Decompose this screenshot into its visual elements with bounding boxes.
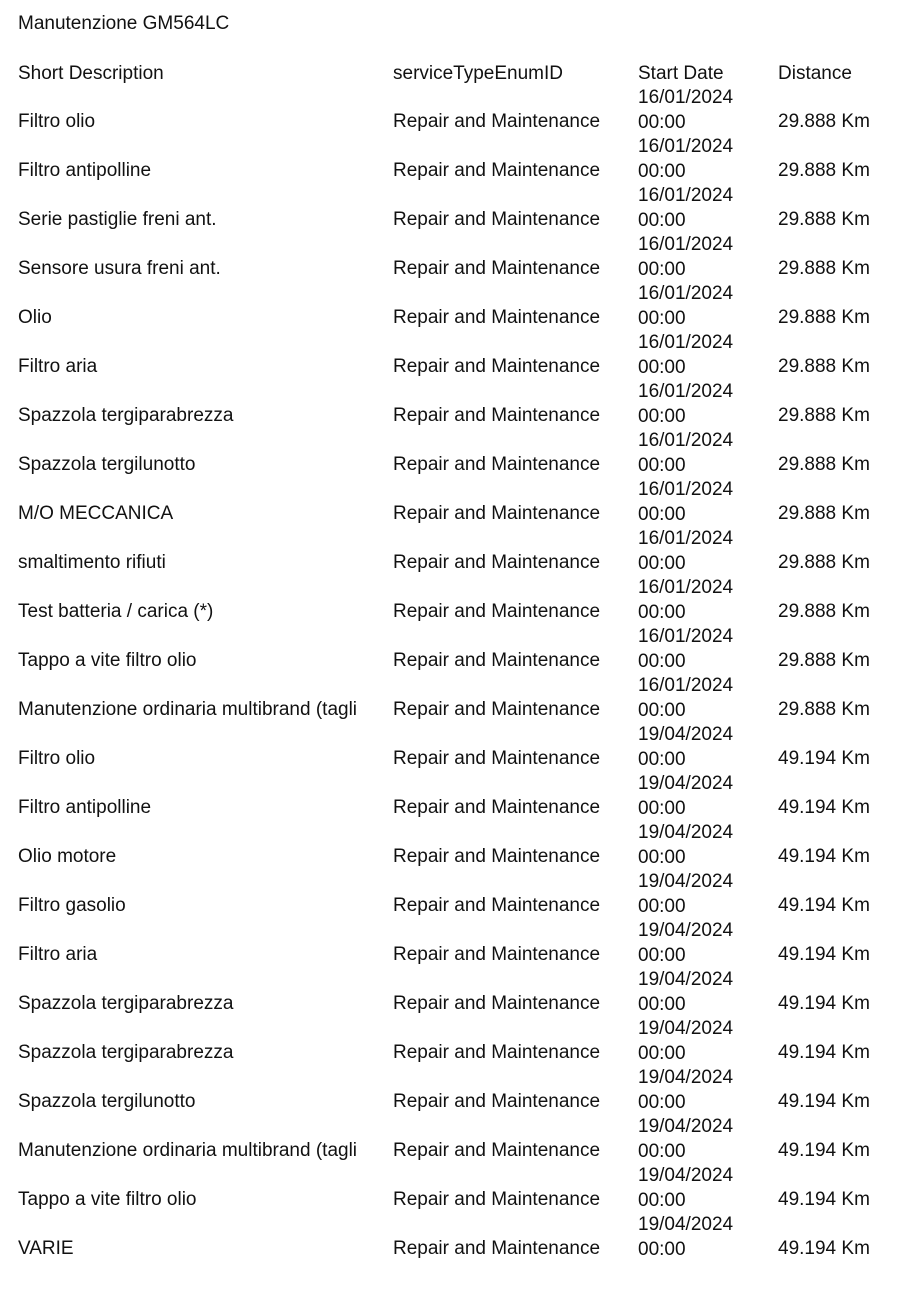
table-row: [0, 674, 907, 723]
service-type-cell: Repair and Maintenance: [393, 944, 601, 965]
start-date-cell: [638, 135, 733, 184]
distance-cell: 29.888 Km: [778, 601, 870, 622]
start-date-time: 00:00: [638, 846, 686, 868]
start-date-day: 19/04/2024: [638, 822, 734, 843]
start-date-time: 00:00: [638, 895, 686, 917]
start-date-cell: [638, 1017, 733, 1066]
start-date-cell: [638, 331, 733, 380]
start-date-time: 00:00: [638, 944, 686, 966]
start-date-time: 00:00: [638, 1042, 686, 1064]
start-date-day: 19/04/2024: [638, 969, 734, 990]
short-description-cell: Olio motore: [18, 846, 117, 867]
short-description-cell: Olio: [18, 307, 52, 328]
distance-cell: 29.888 Km: [778, 258, 870, 279]
distance-cell: 29.888 Km: [778, 454, 870, 475]
short-description-cell: Filtro aria: [18, 944, 98, 965]
distance-cell: 49.194 Km: [778, 1238, 870, 1259]
start-date-cell: [638, 1115, 733, 1164]
start-date-cell: [638, 184, 733, 233]
table-row: [0, 478, 907, 527]
short-description-cell: Filtro aria: [18, 356, 98, 377]
short-description-cell: Tappo a vite filtro olio: [18, 650, 197, 671]
service-type-cell: Repair and Maintenance: [393, 503, 601, 524]
start-date-time: 00:00: [638, 1238, 686, 1260]
service-type-cell: Repair and Maintenance: [393, 160, 601, 181]
service-type-cell: Repair and Maintenance: [393, 797, 601, 818]
service-type-cell: Repair and Maintenance: [393, 748, 601, 769]
short-description-cell: Spazzola tergiparabrezza: [18, 405, 234, 426]
start-date-day: 16/01/2024: [638, 626, 734, 647]
start-date-time: 00:00: [638, 552, 686, 574]
service-type-cell: Repair and Maintenance: [393, 356, 601, 377]
service-type-cell: Repair and Maintenance: [393, 1238, 601, 1259]
start-date-cell: [638, 429, 733, 478]
table-row: [0, 135, 907, 184]
short-description-cell: Filtro olio: [18, 111, 96, 132]
column-header-distance: Distance: [778, 63, 852, 84]
start-date-time: 00:00: [638, 356, 686, 378]
start-date-cell: [638, 821, 733, 870]
start-date-day: 19/04/2024: [638, 1214, 734, 1235]
table-row: [0, 772, 907, 821]
table-row: [0, 1115, 907, 1164]
table-row: [0, 625, 907, 674]
start-date-cell: [638, 527, 733, 576]
start-date-day: 19/04/2024: [638, 1018, 734, 1039]
start-date-time: 00:00: [638, 601, 686, 623]
column-header-start-date: Start Date: [638, 63, 724, 84]
start-date-day: 16/01/2024: [638, 332, 734, 353]
start-date-time: 00:00: [638, 111, 686, 133]
table-row: [0, 282, 907, 331]
start-date-day: 16/01/2024: [638, 185, 734, 206]
start-date-day: 16/01/2024: [638, 283, 734, 304]
short-description-cell: Sensore usura freni ant.: [18, 258, 221, 279]
distance-cell: 29.888 Km: [778, 356, 870, 377]
start-date-cell: [638, 1066, 733, 1115]
table-row: [0, 380, 907, 429]
short-description-cell: Manutenzione ordinaria multibrand (tagli: [18, 1140, 358, 1161]
start-date-day: 16/01/2024: [638, 136, 734, 157]
distance-cell: 49.194 Km: [778, 1091, 870, 1112]
start-date-time: 00:00: [638, 748, 686, 770]
start-date-cell: [638, 380, 733, 429]
distance-cell: 29.888 Km: [778, 503, 870, 524]
short-description-cell: VARIE: [18, 1238, 74, 1259]
start-date-time: 00:00: [638, 405, 686, 427]
table-row: [0, 527, 907, 576]
table-row: [0, 968, 907, 1017]
start-date-day: 19/04/2024: [638, 1116, 734, 1137]
start-date-day: 16/01/2024: [638, 675, 734, 696]
start-date-time: 00:00: [638, 699, 686, 721]
page-title: Manutenzione GM564LC: [18, 13, 230, 34]
start-date-time: 00:00: [638, 1140, 686, 1162]
start-date-cell: [638, 674, 733, 723]
distance-cell: 29.888 Km: [778, 160, 870, 181]
service-type-cell: Repair and Maintenance: [393, 1042, 601, 1063]
start-date-time: 00:00: [638, 1091, 686, 1113]
short-description-cell: Filtro gasolio: [18, 895, 126, 916]
distance-cell: 49.194 Km: [778, 748, 870, 769]
distance-cell: 29.888 Km: [778, 307, 870, 328]
start-date-cell: [638, 233, 733, 282]
start-date-time: 00:00: [638, 503, 686, 525]
column-header-service-type: serviceTypeEnumID: [393, 63, 564, 84]
short-description-cell: Tappo a vite filtro olio: [18, 1189, 197, 1210]
service-type-cell: Repair and Maintenance: [393, 1189, 601, 1210]
column-header-short-description: Short Description: [18, 63, 164, 84]
start-date-day: 19/04/2024: [638, 1165, 734, 1186]
short-description-cell: Filtro olio: [18, 748, 96, 769]
table-row: [0, 429, 907, 478]
start-date-day: 19/04/2024: [638, 773, 734, 794]
distance-cell: 49.194 Km: [778, 895, 870, 916]
start-date-cell: [638, 968, 733, 1017]
start-date-cell: [638, 282, 733, 331]
table-row: [0, 1066, 907, 1115]
short-description-cell: Spazzola tergiparabrezza: [18, 1042, 234, 1063]
start-date-day: 16/01/2024: [638, 479, 734, 500]
short-description-cell: smaltimento rifiuti: [18, 552, 166, 573]
start-date-day: 19/04/2024: [638, 724, 734, 745]
distance-cell: 29.888 Km: [778, 111, 870, 132]
distance-cell: 49.194 Km: [778, 993, 870, 1014]
distance-cell: 49.194 Km: [778, 944, 870, 965]
start-date-time: 00:00: [638, 797, 686, 819]
start-date-day: 19/04/2024: [638, 871, 734, 892]
start-date-time: 00:00: [638, 160, 686, 182]
short-description-cell: Filtro antipolline: [18, 160, 152, 181]
service-type-cell: Repair and Maintenance: [393, 552, 601, 573]
service-type-cell: Repair and Maintenance: [393, 601, 601, 622]
service-type-cell: Repair and Maintenance: [393, 307, 601, 328]
service-type-cell: Repair and Maintenance: [393, 405, 601, 426]
table-row: [0, 1017, 907, 1066]
table-row: [0, 821, 907, 870]
distance-cell: 29.888 Km: [778, 209, 870, 230]
start-date-day: 19/04/2024: [638, 920, 734, 941]
start-date-day: 16/01/2024: [638, 430, 734, 451]
service-type-cell: Repair and Maintenance: [393, 454, 601, 475]
short-description-cell: M/O MECCANICA: [18, 503, 174, 524]
distance-cell: 29.888 Km: [778, 405, 870, 426]
service-type-cell: Repair and Maintenance: [393, 895, 601, 916]
start-date-day: 16/01/2024: [638, 87, 734, 108]
start-date-day: 16/01/2024: [638, 234, 734, 255]
service-type-cell: Repair and Maintenance: [393, 1091, 601, 1112]
distance-cell: 49.194 Km: [778, 846, 870, 867]
distance-cell: 49.194 Km: [778, 797, 870, 818]
table-header: [0, 62, 907, 86]
start-date-day: 19/04/2024: [638, 1067, 734, 1088]
start-date-time: 00:00: [638, 307, 686, 329]
table-row: [0, 576, 907, 625]
service-type-cell: Repair and Maintenance: [393, 699, 601, 720]
service-type-cell: Repair and Maintenance: [393, 846, 601, 867]
service-type-cell: Repair and Maintenance: [393, 650, 601, 671]
short-description-cell: Spazzola tergiparabrezza: [18, 993, 234, 1014]
start-date-cell: [638, 870, 733, 919]
short-description-cell: Serie pastiglie freni ant.: [18, 209, 217, 230]
start-date-cell: [638, 625, 733, 674]
start-date-time: 00:00: [638, 209, 686, 231]
service-type-cell: Repair and Maintenance: [393, 111, 601, 132]
start-date-cell: [638, 86, 733, 135]
table-row: [0, 723, 907, 772]
start-date-cell: [638, 1164, 733, 1213]
table-row: [0, 331, 907, 380]
short-description-cell: Manutenzione ordinaria multibrand (tagli: [18, 699, 358, 720]
start-date-day: 16/01/2024: [638, 528, 734, 549]
service-type-cell: Repair and Maintenance: [393, 209, 601, 230]
start-date-day: 16/01/2024: [638, 381, 734, 402]
start-date-time: 00:00: [638, 1189, 686, 1211]
service-type-cell: Repair and Maintenance: [393, 1140, 601, 1161]
short-description-cell: Spazzola tergilunotto: [18, 454, 196, 475]
table-row: [0, 184, 907, 233]
distance-cell: 49.194 Km: [778, 1189, 870, 1210]
start-date-cell: [638, 478, 733, 527]
start-date-cell: [638, 576, 733, 625]
table-row: [0, 870, 907, 919]
distance-cell: 49.194 Km: [778, 1042, 870, 1063]
start-date-time: 00:00: [638, 258, 686, 280]
start-date-cell: [638, 1213, 733, 1262]
start-date-time: 00:00: [638, 650, 686, 672]
short-description-cell: Filtro antipolline: [18, 797, 152, 818]
table-body: [0, 86, 907, 1262]
start-date-time: 00:00: [638, 993, 686, 1015]
table-row: [0, 1213, 907, 1262]
distance-cell: 49.194 Km: [778, 1140, 870, 1161]
start-date-time: 00:00: [638, 454, 686, 476]
distance-cell: 29.888 Km: [778, 650, 870, 671]
table-row: [0, 919, 907, 968]
service-type-cell: Repair and Maintenance: [393, 993, 601, 1014]
start-date-day: 16/01/2024: [638, 577, 734, 598]
table-row: [0, 1164, 907, 1213]
distance-cell: 29.888 Km: [778, 552, 870, 573]
start-date-cell: [638, 919, 733, 968]
start-date-cell: [638, 723, 733, 772]
short-description-cell: Spazzola tergilunotto: [18, 1091, 196, 1112]
distance-cell: 29.888 Km: [778, 699, 870, 720]
table-row: [0, 86, 907, 135]
service-type-cell: Repair and Maintenance: [393, 258, 601, 279]
table-row: [0, 233, 907, 282]
start-date-cell: [638, 772, 733, 821]
short-description-cell: Test batteria / carica (*): [18, 601, 214, 622]
